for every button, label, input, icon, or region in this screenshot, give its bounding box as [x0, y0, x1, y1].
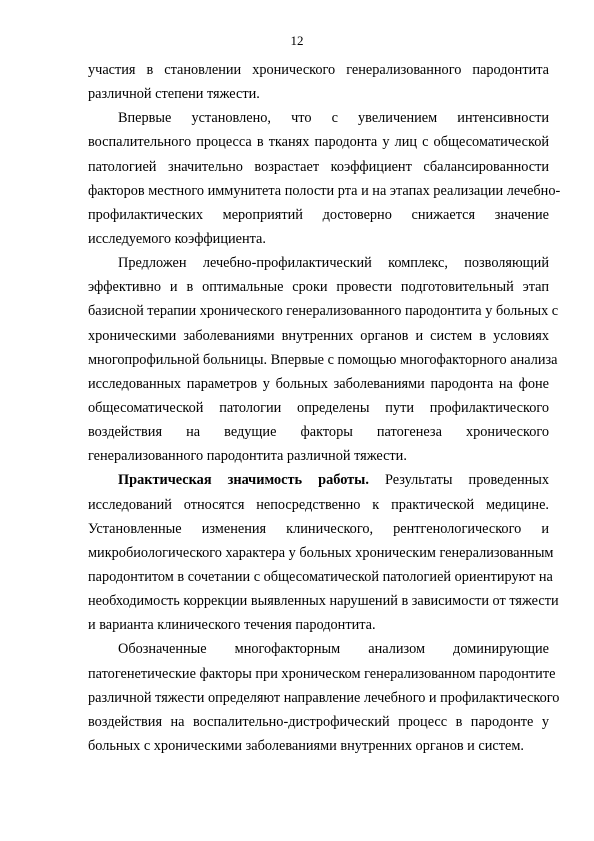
- text-line: общесоматической патологии определены пути профилактического: [88, 399, 549, 416]
- text-line: многопрофильной больницы. Впервые с помощью многофакторного анализа: [88, 351, 558, 368]
- body-text: [88, 58, 561, 758]
- text-line: Обозначенные многофакторным анализом доминирующие: [118, 641, 549, 658]
- text-line: пародонтитом в сочетании с общесоматической патологией ориентируют на: [88, 568, 553, 585]
- text-line: патологией значительно возрастает коэффициент сбалансированности: [88, 158, 549, 175]
- text-line: больных с хроническими заболеваниями внутренних органов и систем.: [88, 737, 524, 754]
- paragraph-continuation: [88, 58, 549, 106]
- text-line: воздействия на ведущие факторы патогенеза хронического: [88, 424, 549, 441]
- text-line: воспалительного процесса в тканях пародонта у лиц с общесоматической: [88, 134, 549, 151]
- text-line: микробиологического характера у больных хроническим генерализованным: [88, 544, 554, 561]
- text-line: базисной терапии хронического генерализованного пародонтита у больных с: [88, 303, 559, 320]
- text-line: профилактических мероприятий достоверно снижается значение: [88, 206, 549, 223]
- text-line: воздействия на воспалительно-дистрофический процесс в пародонте у: [88, 713, 549, 730]
- text-line: Предложен лечебно-профилактический комплекс, позволяющий: [118, 255, 549, 272]
- text-line: факторов местного иммунитета полости рта и на этапах реализации лечебно-: [88, 182, 561, 199]
- text-line: и варианта клинического течения пародонтита.: [88, 617, 376, 634]
- text-line: необходимость коррекции выявленных нарушений в зависимости от тяжести: [88, 593, 559, 610]
- text-line: [88, 468, 549, 492]
- paragraph-practical-significance: [88, 468, 559, 637]
- text-line: хроническими заболеваниями внутренних органов и систем в условиях: [88, 327, 549, 344]
- heading-line-text: Результаты проведенных: [384, 472, 549, 489]
- text-line: патогенетические факторы при хроническом генерализованном пародонтите: [88, 665, 556, 682]
- text-line: исследований относятся непосредственно к практической медицине.: [88, 496, 549, 513]
- text-line: различной тяжести определяют направление лечебного и профилактического: [88, 689, 560, 706]
- text-line: исследуемого коэффициента.: [88, 230, 266, 247]
- text-line: Установленные изменения клинического, рентгенологического и: [88, 520, 549, 537]
- text-line: участия в становлении хронического генерализованного пародонтита: [88, 62, 549, 78]
- text-line: генерализованного пародонтита различной тяжести.: [88, 448, 407, 465]
- paragraph-pathogenetic-factors: [88, 637, 560, 758]
- text-line: различной степени тяжести.: [88, 86, 260, 103]
- text-line: исследованных параметров у больных заболеваниями пародонта на фоне: [88, 375, 549, 392]
- paragraph-novelty-second: [88, 251, 559, 468]
- paragraph-novelty-first: [88, 106, 561, 251]
- section-heading: Практическая значимость работы.: [118, 472, 369, 489]
- text-line: Впервые установлено, что с увеличением интенсивности: [118, 110, 549, 127]
- text-line: эффективно и в оптимальные сроки провести подготовительный этап: [88, 279, 549, 296]
- page-number: 12: [290, 33, 304, 48]
